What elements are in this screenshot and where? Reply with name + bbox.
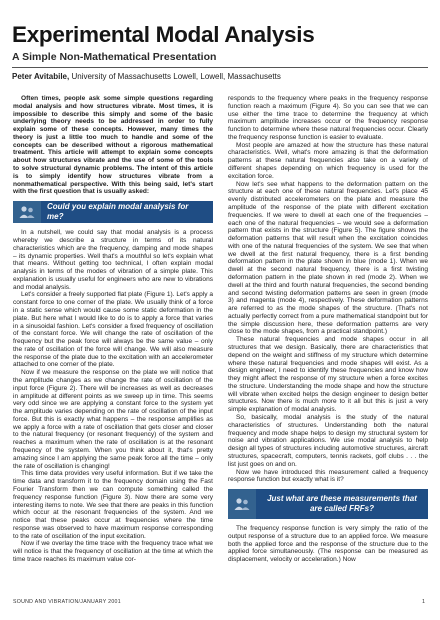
author-affiliation: University of Massachusetts Lowell, Lowell, Massachusetts bbox=[69, 72, 281, 81]
body-paragraph: Now we have introduced this measurement called a frequency response function but exactly what is it? bbox=[228, 468, 428, 484]
header-divider bbox=[12, 67, 428, 68]
question-box-modal-analysis bbox=[13, 201, 213, 223]
body-paragraph: Now let's see what happens to the deformation pattern on the structure at each one of these natural frequencies. Let's place 45 evenly distributed accelerometers on the plate and measure the amplitude of the response of the plate with different excitation frequencies. If we were to dwell at each one of the frequencies – each one of the natural frequencies – we would see a deformation pattern that exists in the structure (Figure 5). The figure shows the deformation patterns that will result when the excitation coincides with one of the natural frequencies of the system. We see that when we dwell at the first natural frequency, there is a first bending deformation pattern in the plate shown in blue (mode 1). When we dwell at the second natural frequency, there is a first twisting deformation pattern in the plate shown in red (mode 2). When we dwell at the third and fourth natural frequencies, the second bending and second twisting deformation patterns are seen in green (mode 3) and magenta (mode 4), respectively. These deformation patterns are referred to as the mode shapes of the structure. (That's not actually perfectly correct from a pure mathematical standpoint but for the simple discussion here, these deformation patterns are very close to the mode shapes, from a practical standpoint.) bbox=[228, 180, 428, 336]
body-paragraph: Now if we overlay the time trace with the frequency trace what we will notice is that the frequency of oscillation at the time at which the time trace reaches its maximum value cor- bbox=[13, 540, 213, 563]
question-box-frfs bbox=[228, 489, 428, 519]
body-paragraph: This time data provides very useful information. But if we take the time data and transform it to the frequency domain using the Fast Fourier Transform then we can compute something called the frequency response function (Figure 3). Now there are some very interesting items to note. We see that there are peaks in this function which occur at the resonant frequencies of the system. And we notice that these peaks occur at frequencies where the time response was observed to have maximum response corresponding to the rate of oscillation of the input excitation. bbox=[13, 470, 213, 540]
left-column bbox=[13, 95, 213, 593]
right-column bbox=[228, 95, 428, 593]
body-paragraph: So, basically, modal analysis is the study of the natural characteristics of structures. Understanding both the natural frequency and mode shape helps to design my structural system for noise and vibration applications. We use modal analysis to help design all types of structures including automotive structures, aircraft structures, spacecraft, computers, tennis rackets, golf clubs . . . the list just goes on and on. bbox=[228, 414, 428, 468]
people-icon bbox=[13, 201, 41, 223]
body-paragraph: These natural frequencies and mode shapes occur in all structures that we design. Basically, there are characteristics that depend on the weight and stiffness of my structure which determine where these natural frequencies and mode shapes will exist. As a design engineer, I need to identify these frequencies and know how they might affect the response of my structure when a force excites the structure. Understanding the mode shape and how the structure will vibrate when excited helps the design engineer to design better structures. Now there is much more to it all but this is just a very simple explanation of modal analysis. bbox=[228, 336, 428, 414]
body-paragraph: responds to the frequency where peaks in the frequency response function reach a maximum (Figure 4). So you can see that we can use either the time trace to determine the frequency at which maximum amplitude increases occur or the frequency response function to determine where these natural frequencies occur. Clearly the frequency response function is easier to evaluate. bbox=[228, 95, 428, 141]
article-subtitle: A Simple Non-Mathematical Presentation bbox=[12, 51, 217, 63]
body-paragraph: Now if we measure the response on the plate we will notice that the amplitude changes as we change the rate of oscillation of the input force (Figure 2). There will be increases as well as decreases in amplitude at different points as we sweep up in time. This seems very odd since we are applying a constant force to the system yet the amplitude varies depending on the rate of oscillation of the input force. But this is exactly what happens – the response amplifies as we apply a force with a rate of oscillation that gets closer and closer to the natural frequency (or resonant frequency) of the system and reaches a maximum when the rate of oscillation is at the resonant frequency of the system. When you think about it, that's pretty amazing since I am applying the same peak force all the time – only the rate of oscillation is changing! bbox=[13, 369, 213, 470]
byline bbox=[12, 72, 428, 82]
people-icon bbox=[228, 489, 256, 519]
author-name: Peter Avitabile, bbox=[12, 72, 70, 81]
lead-paragraph: Often times, people ask some simple questions regarding modal analysis and how structures vibrate. Most times, it is impossible to describe this simply and some of the basic underlying theory needs to be addressed in order to fully explain some of these concepts. However, many times the theory is just a little too much to handle and some of the concepts can be described without a rigorous mathematical treatment. This article will attempt to explain some concepts about how structures vibrate and the use of some of the tools to solve structural dynamic problems. The intent of this article is to simply identify how structures vibrate from a nonmathematical perspective. With this being said, let's start with the first question that is usually asked: bbox=[13, 95, 213, 196]
page-number: 1 bbox=[422, 599, 426, 605]
body-paragraph: In a nutshell, we could say that modal analysis is a process whereby we describe a structure in terms of its natural characteristics which are the frequency, damping and mode shapes – its dynamic properties. Well that's a mouthful so let's explain what that means. Without getting too technical, I often explain modal analysis in terms of the modes of vibration of a simple plate. This explanation is usually useful for engineers who are new to vibrations and modal analysis. bbox=[13, 229, 213, 291]
question-text: Could you explain modal analysis for me? bbox=[47, 202, 189, 222]
article-title: Experimental Modal Analysis bbox=[12, 22, 315, 47]
footer-publication: SOUND AND VIBRATION/JANUARY 2001 bbox=[13, 599, 121, 605]
body-paragraph: Most people are amazed at how the structure has these natural characteristics. Well, what's more amazing is that the deformation patterns at these natural frequencies also take on a variety of different shapes depending on which frequency is used for the excitation force. bbox=[228, 141, 428, 180]
body-paragraph: Let's consider a freely supported flat plate (Figure 1). Let's apply a constant force to one corner of the plate. We usually think of a force in a static sense which would cause some static deformation in the plate. But here what I would like to do is to apply a force that varies in a sinusoidal fashion. Let's consider a fixed frequency of oscillation of the constant force. We will change the rate of oscillation of the frequency but the peak force will always be the same value – only the rate of oscillation of the force will change. We will also measure the response of the plate due to the excitation with an accelerometer attached to one corner of the plate. bbox=[13, 291, 213, 369]
question-text: Just what are these measurements that are called FRFs? bbox=[267, 494, 417, 514]
body-paragraph: The frequency response function is very simply the ratio of the output response of a structure due to an applied force. We measure both the applied force and the response of the structure due to the applied force simultaneously. (The response can be measured as displacement, velocity or acceleration.) Now bbox=[228, 525, 428, 564]
